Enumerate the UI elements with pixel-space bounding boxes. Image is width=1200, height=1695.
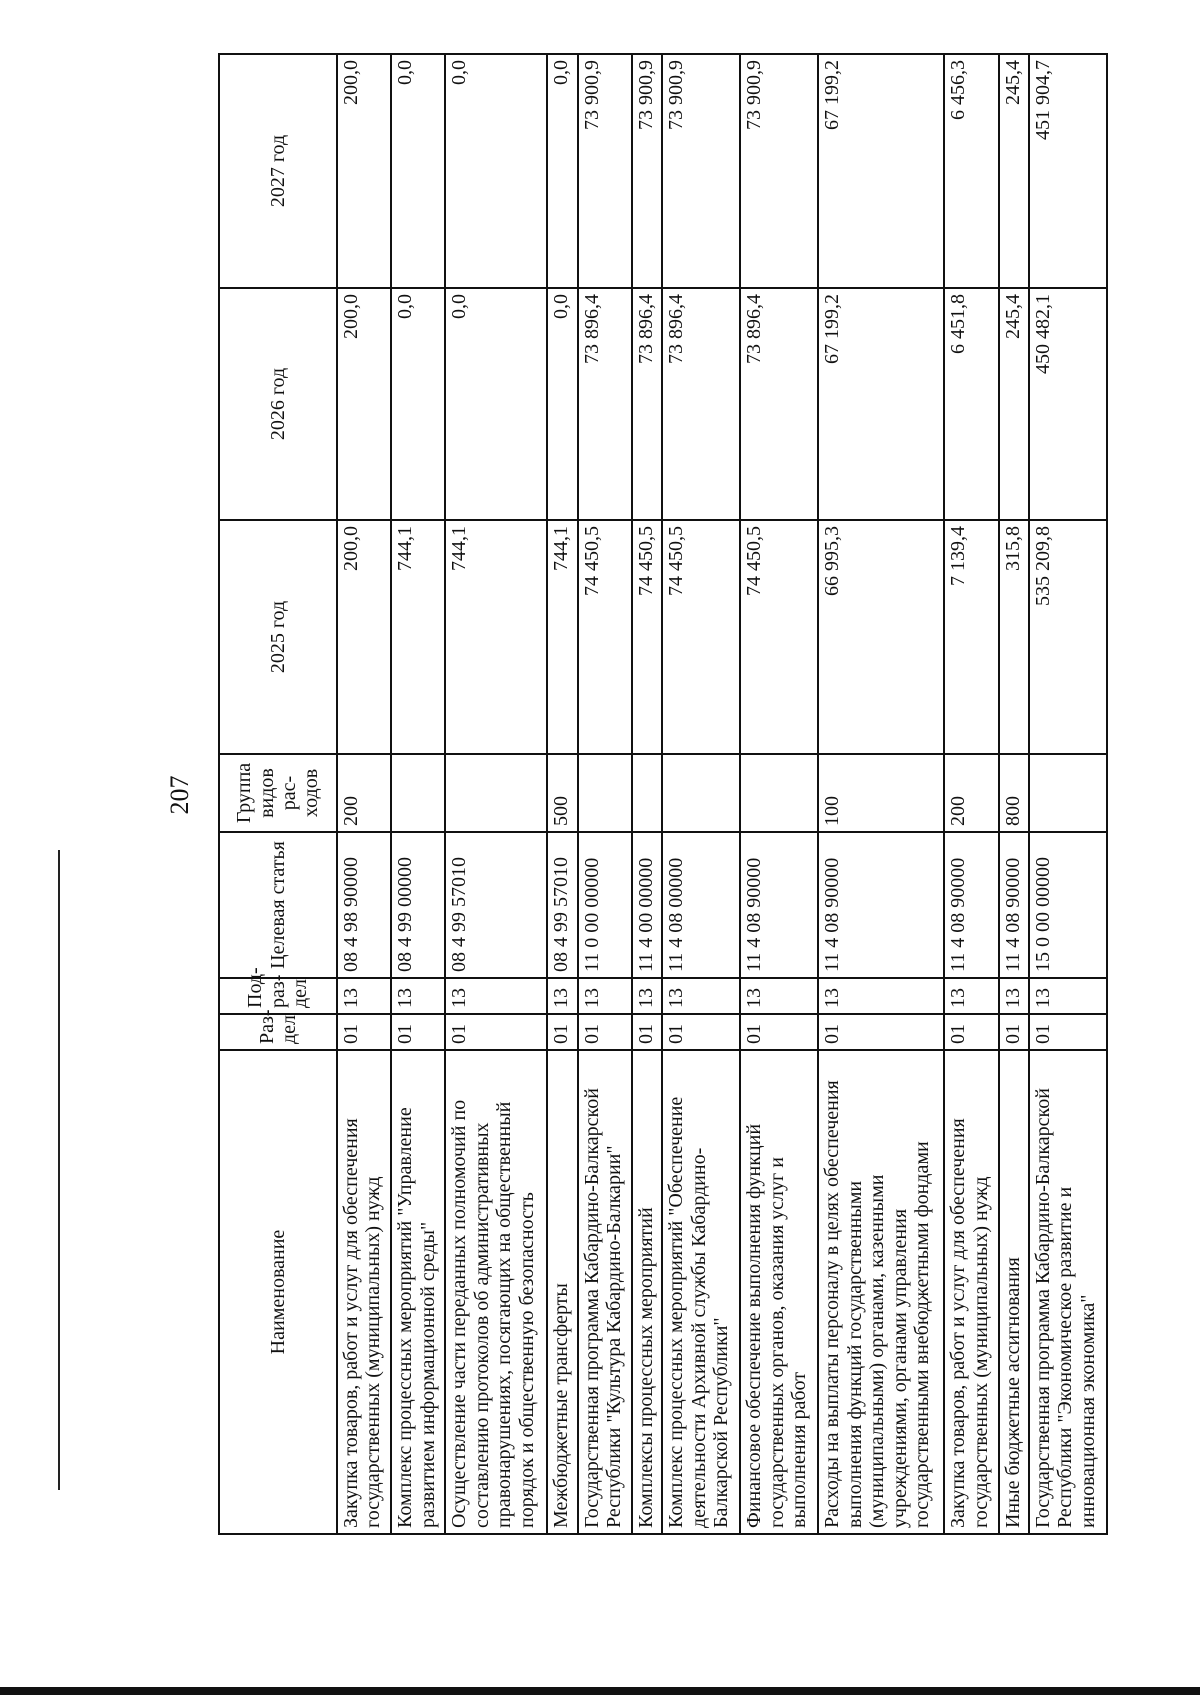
- cell-subsection: 13: [337, 978, 391, 1014]
- cell-y2025: 74 450,5: [632, 520, 662, 754]
- cell-subsection: 13: [632, 978, 662, 1014]
- cell-subsection: 13: [944, 978, 998, 1014]
- cell-section: 01: [445, 1014, 547, 1050]
- cell-y2025: 744,1: [547, 520, 577, 754]
- cell-y2026: 73 896,4: [578, 288, 632, 520]
- table-row: [445, 54, 547, 1534]
- cell-subsection: 13: [547, 978, 577, 1014]
- cell-y2025: 74 450,5: [578, 520, 632, 754]
- cell-name: Закупка товаров, работ и услуг для обеспечения государственных (муниципальных) нужд: [944, 1050, 998, 1534]
- cell-y2025: 7 139,4: [944, 520, 998, 754]
- cell-group: [632, 754, 662, 832]
- cell-name: Расходы на выплаты персоналу в целях обеспечения выполнения функций государственными (муниципальными) органами, казенными учреждениями, органами управления государственными внебюджетными фондами: [818, 1050, 944, 1534]
- cell-group: [578, 754, 632, 832]
- cell-y2026: 73 896,4: [632, 288, 662, 520]
- cell-name: Комплекс процессных мероприятий "Управление развитием информационной среды": [391, 1050, 445, 1534]
- cell-y2026: 200,0: [337, 288, 391, 520]
- cell-target: 11 4 08 00000: [662, 832, 740, 978]
- table-row: [944, 54, 998, 1534]
- cell-subsection: 13: [1029, 978, 1107, 1014]
- cell-y2026: 0,0: [547, 288, 577, 520]
- cell-y2027: 73 900,9: [578, 54, 632, 288]
- cell-section: 01: [999, 1014, 1029, 1050]
- cell-y2027: 0,0: [445, 54, 547, 288]
- cell-target: 11 4 08 90000: [740, 832, 818, 978]
- table-row: [1029, 54, 1107, 1534]
- cell-y2025: 200,0: [337, 520, 391, 754]
- cell-group: [662, 754, 740, 832]
- cell-y2026: 245,4: [999, 288, 1029, 520]
- cell-y2027: 67 199,2: [818, 54, 944, 288]
- cell-section: 01: [632, 1014, 662, 1050]
- cell-section: 01: [818, 1014, 944, 1050]
- cell-y2026: 73 896,4: [662, 288, 740, 520]
- cell-y2025: 74 450,5: [662, 520, 740, 754]
- cell-y2025: 315,8: [999, 520, 1029, 754]
- cell-subsection: 13: [662, 978, 740, 1014]
- cell-group: 800: [999, 754, 1029, 832]
- cell-name: Государственная программа Кабардино-Балкарской Республики "Культура Кабардино-Балкарии": [578, 1050, 632, 1534]
- table-row: [818, 54, 944, 1534]
- cell-target: 11 4 00 00000: [632, 832, 662, 978]
- cell-group: 500: [547, 754, 577, 832]
- cell-name: Комплексы процессных мероприятий: [632, 1050, 662, 1534]
- cell-target: 15 0 00 00000: [1029, 832, 1107, 978]
- header-section: Раз-дел: [219, 1014, 337, 1050]
- cell-subsection: 13: [818, 978, 944, 1014]
- cell-target: 11 4 08 90000: [999, 832, 1029, 978]
- scan-edge-mark: [58, 850, 60, 1490]
- page-number: 207: [165, 775, 194, 815]
- cell-target: 11 4 08 90000: [818, 832, 944, 978]
- cell-section: 01: [944, 1014, 998, 1050]
- cell-name: Осуществление части переданных полномочий по составлению протоколов об административных правонарушениях, посягающих на общественный порядок и общественную безопасность: [445, 1050, 547, 1534]
- cell-group: [740, 754, 818, 832]
- cell-group: 200: [337, 754, 391, 832]
- cell-name: Комплекс процессных мероприятий "Обеспечение деятельности Архивной службы Кабардино-Балкарской Республики": [662, 1050, 740, 1534]
- cell-section: 01: [662, 1014, 740, 1050]
- cell-y2027: 0,0: [547, 54, 577, 288]
- cell-section: 01: [1029, 1014, 1107, 1050]
- table-row: [578, 54, 632, 1534]
- cell-y2027: 0,0: [391, 54, 445, 288]
- header-name: Наименование: [219, 1050, 337, 1534]
- cell-y2027: 73 900,9: [632, 54, 662, 288]
- cell-y2026: 0,0: [391, 288, 445, 520]
- cell-section: 01: [740, 1014, 818, 1050]
- header-2025: 2025 год: [219, 520, 337, 754]
- cell-section: 01: [547, 1014, 577, 1050]
- table-header-row: [219, 54, 337, 1534]
- cell-y2027: 73 900,9: [740, 54, 818, 288]
- cell-target: 11 4 08 90000: [944, 832, 998, 978]
- header-subsection: Под-раз-дел: [219, 978, 337, 1014]
- table-row: [337, 54, 391, 1534]
- table-row: [547, 54, 577, 1534]
- cell-subsection: 13: [578, 978, 632, 1014]
- header-2026: 2026 год: [219, 288, 337, 520]
- cell-y2027: 73 900,9: [662, 54, 740, 288]
- cell-group: [1029, 754, 1107, 832]
- cell-y2025: 66 995,3: [818, 520, 944, 754]
- cell-y2026: 0,0: [445, 288, 547, 520]
- cell-y2026: 73 896,4: [740, 288, 818, 520]
- cell-y2026: 6 451,8: [944, 288, 998, 520]
- table-body: [337, 54, 1107, 1534]
- rotated-page: [140, 55, 1108, 1535]
- cell-name: Иные бюджетные ассигнования: [999, 1050, 1029, 1534]
- cell-target: 08 4 99 57010: [445, 832, 547, 978]
- cell-group: [391, 754, 445, 832]
- cell-group: 100: [818, 754, 944, 832]
- cell-target: 08 4 98 90000: [337, 832, 391, 978]
- table-row: [662, 54, 740, 1534]
- cell-section: 01: [391, 1014, 445, 1050]
- cell-subsection: 13: [999, 978, 1029, 1014]
- cell-target: 11 0 00 00000: [578, 832, 632, 978]
- cell-y2025: 744,1: [445, 520, 547, 754]
- cell-y2027: 245,4: [999, 54, 1029, 288]
- cell-subsection: 13: [740, 978, 818, 1014]
- cell-name: Межбюджетные трансферты: [547, 1050, 577, 1534]
- cell-group: 200: [944, 754, 998, 832]
- cell-group: [445, 754, 547, 832]
- cell-y2025: 74 450,5: [740, 520, 818, 754]
- table-row: [632, 54, 662, 1534]
- cell-y2027: 200,0: [337, 54, 391, 288]
- scan-bottom-edge: [0, 1687, 1200, 1695]
- cell-section: 01: [337, 1014, 391, 1050]
- budget-table: [218, 53, 1108, 1535]
- cell-target: 08 4 99 57010: [547, 832, 577, 978]
- cell-section: 01: [578, 1014, 632, 1050]
- table-row: [999, 54, 1029, 1534]
- table-row: [740, 54, 818, 1534]
- cell-target: 08 4 99 00000: [391, 832, 445, 978]
- cell-y2025: 744,1: [391, 520, 445, 754]
- cell-y2027: 451 904,7: [1029, 54, 1107, 288]
- cell-y2025: 535 209,8: [1029, 520, 1107, 754]
- cell-y2026: 450 482,1: [1029, 288, 1107, 520]
- header-target: Целевая статья: [219, 832, 337, 978]
- cell-subsection: 13: [445, 978, 547, 1014]
- table-row: [391, 54, 445, 1534]
- cell-y2027: 6 456,3: [944, 54, 998, 288]
- cell-y2026: 67 199,2: [818, 288, 944, 520]
- cell-name: Финансовое обеспечение выполнения функций государственных органов, оказания услуг и выполнения работ: [740, 1050, 818, 1534]
- header-group: Группа видов рас-ходов: [219, 754, 337, 832]
- header-2027: 2027 год: [219, 54, 337, 288]
- cell-subsection: 13: [391, 978, 445, 1014]
- cell-name: Государственная программа Кабардино-Балкарской Республики "Экономическое развитие и инновационная экономика": [1029, 1050, 1107, 1534]
- cell-name: Закупка товаров, работ и услуг для обеспечения государственных (муниципальных) нужд: [337, 1050, 391, 1534]
